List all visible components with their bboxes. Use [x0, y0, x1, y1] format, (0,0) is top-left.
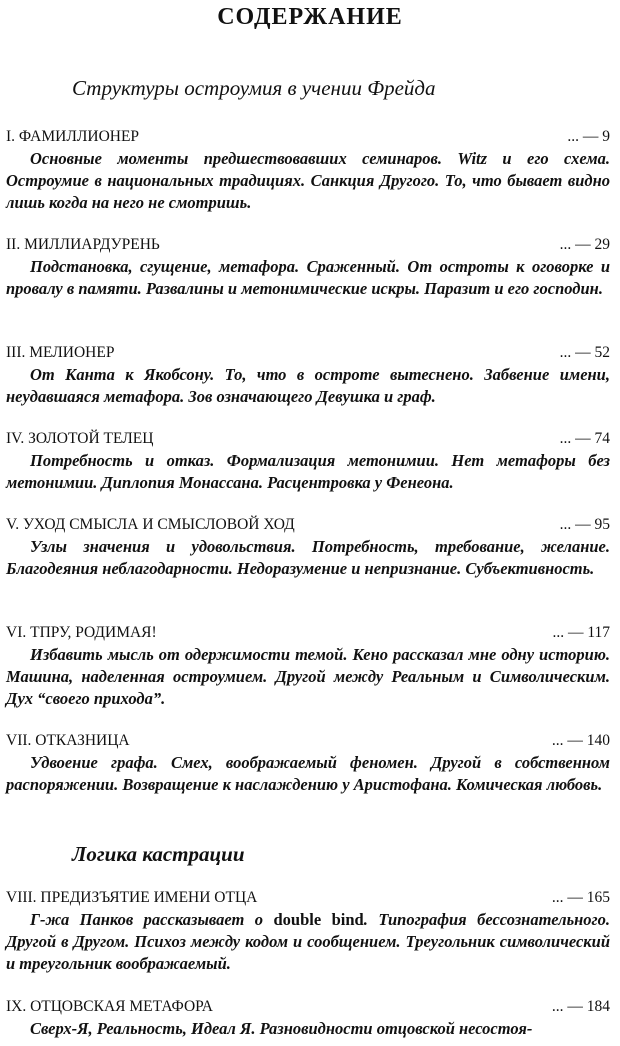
chapter-summary: Потребность и отказ. Формализация метонимии. Нет метафоры без метонимии. Диплопия Монассана. Расцентровка у Фенеона. — [6, 451, 610, 492]
toc-entry-heading — [6, 996, 610, 1017]
chapter-title: III. МЕЛИОНЕР — [6, 344, 115, 361]
summary-term: double bind — [273, 910, 364, 929]
toc-entry-heading — [6, 428, 610, 449]
chapter-title: IV. ЗОЛОТОЙ ТЕЛЕЦ — [6, 430, 154, 447]
toc-entry-2 — [6, 234, 610, 300]
section-title-castration: Логика кастрации — [72, 842, 245, 866]
chapter-summary: Сверх-Я, Реальность, Идеал Я. Разновидности отцовской несостоя- — [30, 1019, 533, 1038]
chapter-title: VII. ОТКАЗНИЦА — [6, 732, 130, 749]
chapter-title: I. ФАМИЛЛИОНЕР — [6, 128, 140, 145]
page-number: ... — 29 — [559, 236, 610, 253]
toc-entry-1 — [6, 126, 610, 214]
toc-entry-4 — [6, 428, 610, 494]
toc-entry-5 — [6, 514, 610, 580]
page-number: ... — 74 — [559, 430, 610, 447]
chapter-summary: От Канта к Якобсону. То, что в остроте вытеснено. Забвение имени, неудавшаяся метафора. Зов означающего Девушка и граф. — [6, 365, 610, 406]
toc-entry-3 — [6, 342, 610, 408]
page-number: ... — 117 — [552, 624, 610, 641]
chapter-summary: Узлы значения и удовольствия. Потребность, требование, желание. Благодеяния неблагодарности. Недоразумение и непризнание. Субъективность. — [6, 537, 610, 578]
chapter-summary — [6, 909, 610, 975]
page-number: ... — 184 — [551, 998, 610, 1015]
chapter-summary: Основные моменты предшествовавших семинаров. Witz и его схема. Остроумие в национальных традициях. Санкция Другого. То, что бывает видно лишь когда на него не смотришь. — [6, 149, 610, 212]
chapter-summary: Избавить мысль от одержимости темой. Кено рассказал мне одну историю. Машина, наделенная остроумием. Другой между Реальным и Символическим. Дух “своего прихода”. — [6, 645, 610, 708]
toc-entry-heading — [6, 234, 610, 255]
chapter-summary: Удвоение графа. Смех, воображаемый феномен. Другой в собственном распоряжении. Возвращение к наслаждению у Аристофана. Комическая любовь. — [6, 753, 610, 794]
toc-entry-7 — [6, 730, 610, 796]
toc-entry-8 — [6, 887, 610, 975]
page-number: ... — 165 — [551, 889, 610, 906]
toc-entry-heading — [6, 342, 610, 363]
summary-text-start: Г-жа Панков рассказывает о — [30, 910, 274, 929]
section-title-freud: Структуры остроумия в учении Фрейда — [72, 76, 436, 100]
toc-entry-heading — [6, 126, 610, 147]
page-title: СОДЕРЖАНИЕ — [217, 4, 403, 30]
chapter-summary: Подстановка, сгущение, метафора. Сраженный. От остроты к оговорке и провалу в памяти. Развалины и метонимические искры. Паразит и его господин. — [6, 257, 610, 298]
toc-entry-heading — [6, 622, 610, 643]
chapter-title: VIII. ПРЕДИЗЪЯТИЕ ИМЕНИ ОТЦА — [6, 889, 258, 906]
summary-text-end: . Типография бессознательного. Другой в Другом. Психоз между кодом и сообщением. Треугольник символический и треугольник воображаемый. — [6, 910, 610, 973]
page-number: ... — 95 — [559, 516, 610, 533]
toc-entry-heading — [6, 887, 610, 908]
toc-entry-heading — [6, 514, 610, 535]
toc-entry-heading — [6, 730, 610, 751]
page-number: ... — 52 — [559, 344, 610, 361]
chapter-title: V. УХОД СМЫСЛА И СМЫСЛОВОЙ ХОД — [6, 516, 295, 533]
chapter-title: VI. ТПРУ, РОДИМАЯ! — [6, 624, 157, 641]
chapter-title: II. МИЛЛИАРДУРЕНЬ — [6, 236, 160, 253]
toc-entry-6 — [6, 622, 610, 710]
page-number: ... — 140 — [551, 732, 610, 749]
page-number: ... — 9 — [567, 128, 610, 145]
toc-entry-9 — [6, 996, 610, 1040]
chapter-title: IX. ОТЦОВСКАЯ МЕТАФОРА — [6, 998, 213, 1015]
